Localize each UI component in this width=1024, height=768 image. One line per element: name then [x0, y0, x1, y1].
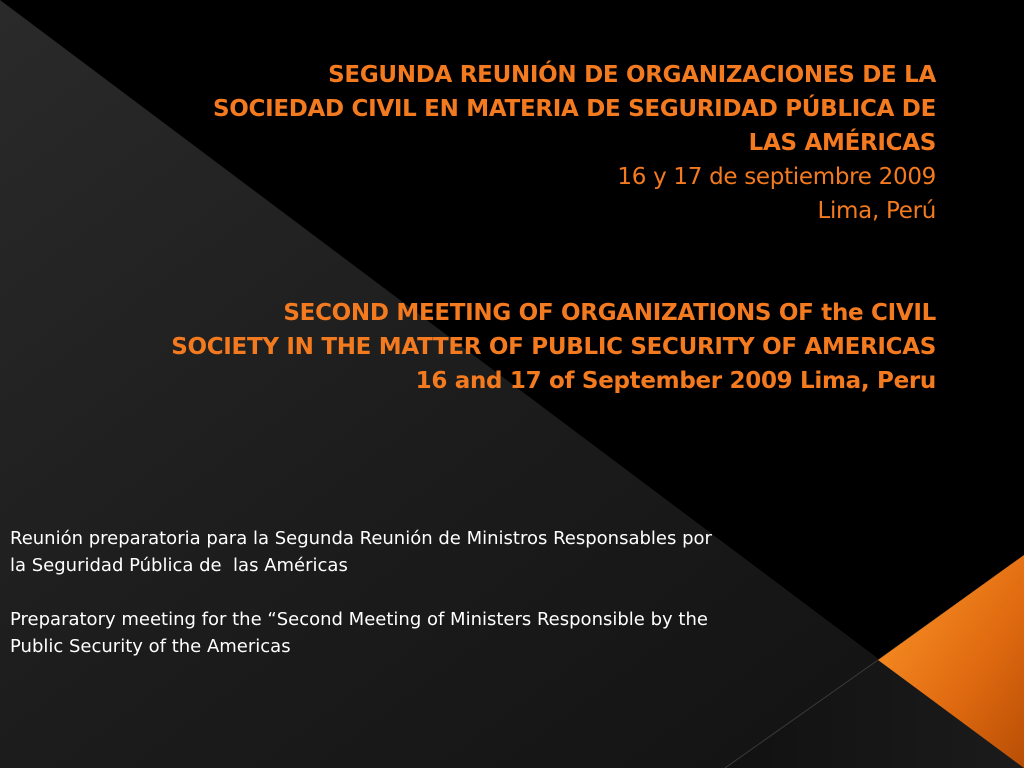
- title-en-line-3: 16 and 17 of September 2009 Lima, Peru: [415, 368, 936, 394]
- subtitle-en-line-1: Preparatory meeting for the “Second Meeting of Ministers Responsible by the: [10, 609, 708, 630]
- subtitle-spacer: [10, 579, 890, 606]
- title-es-line-3: LAS AMÉRICAS: [748, 130, 936, 156]
- subtitle-block: [10, 525, 890, 660]
- title-es-line-2: SOCIEDAD CIVIL EN MATERIA DE SEGURIDAD PÚBLICA DE: [212, 96, 936, 122]
- subtitle-es-line-1: Reunión preparatoria para la Segunda Reunión de Ministros Responsables por: [10, 528, 712, 549]
- subtitle-es-line-2: la Seguridad Pública de las Américas: [10, 555, 348, 576]
- title-spacer: [116, 228, 936, 296]
- title-es-line-1: SEGUNDA REUNIÓN DE ORGANIZACIONES DE LA: [328, 62, 936, 88]
- title-block: [116, 58, 936, 398]
- subtitle-en-line-2: Public Security of the Americas: [10, 636, 291, 657]
- title-en-line-2: SOCIETY IN THE MATTER OF PUBLIC SECURITY OF AMERICAS: [171, 334, 936, 360]
- title-en-line-1: SECOND MEETING OF ORGANIZATIONS OF the CIVIL: [283, 300, 936, 326]
- title-es-place: Lima, Perú: [817, 198, 936, 224]
- title-es-date: 16 y 17 de septiembre 2009: [617, 164, 936, 190]
